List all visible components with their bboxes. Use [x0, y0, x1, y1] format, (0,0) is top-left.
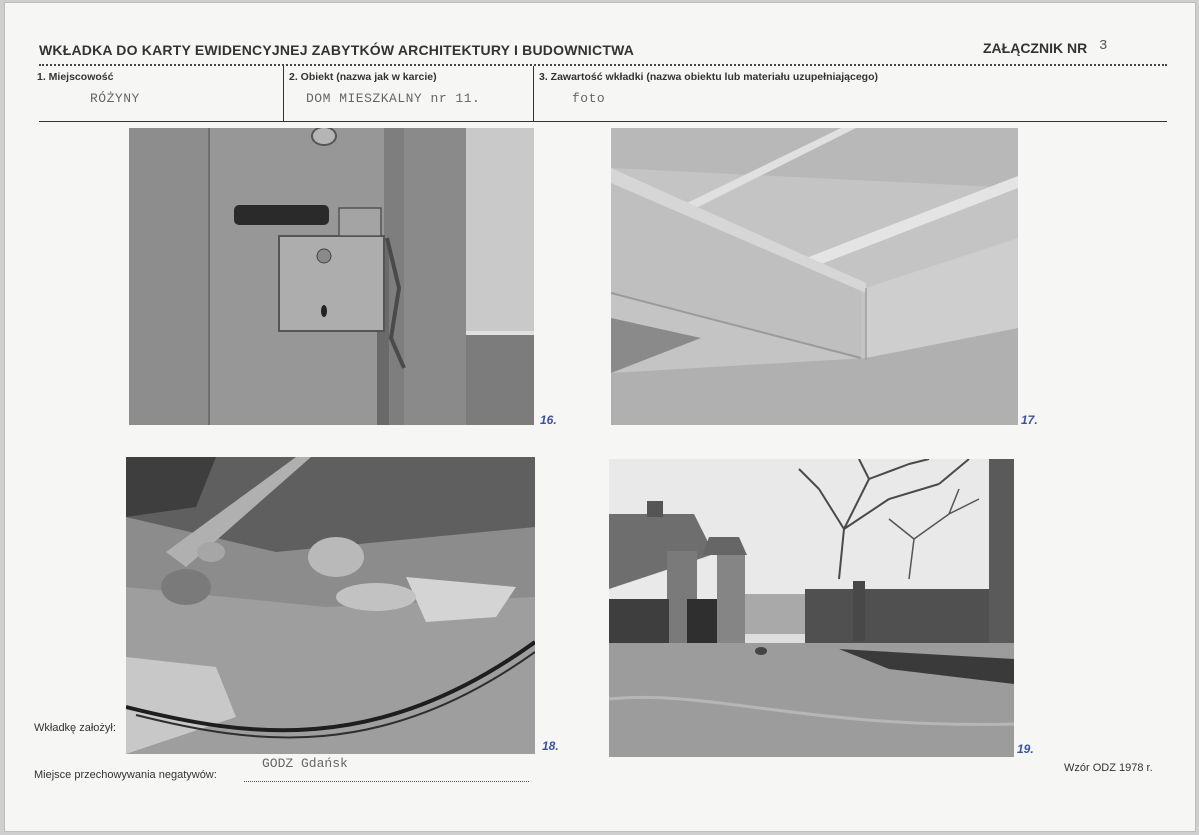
- header-rule-bottom: [39, 121, 1167, 122]
- field-label-object: 2. Obiekt (nazwa jak w karcie): [289, 71, 437, 83]
- header-rule-top: [39, 64, 1167, 66]
- form-version: Wzór ODZ 1978 r.: [1064, 762, 1153, 774]
- field-separator-2: [533, 66, 534, 121]
- attachment-number: 3: [1099, 38, 1108, 54]
- document-sheet: [4, 2, 1196, 832]
- field-label-contents: 3. Zawartość wkładki (nazwa obiektu lub materiału uzupełniającego): [539, 71, 878, 83]
- author-label: Wkładkę założył:: [34, 722, 116, 734]
- photo-ceiling-beams: [611, 128, 1018, 425]
- photo-number-19: 19.: [1017, 742, 1034, 756]
- photo-door-lock: [129, 128, 534, 425]
- negatives-label: Miejsce przechowywania negatywów:: [34, 769, 217, 781]
- photo-farmyard-gate: [609, 459, 1014, 757]
- negatives-location: GODZ Gdańsk: [262, 756, 348, 771]
- photo-number-18: 18.: [542, 739, 559, 753]
- attachment-label: ZAŁĄCZNIK NR: [983, 40, 1088, 56]
- field-label-locality: 1. Miejscowość: [37, 71, 114, 83]
- document-title: WKŁADKA DO KARTY EWIDENCYJNEJ ZABYTKÓW ARCHITEKTURY I BUDOWNICTWA: [39, 42, 635, 58]
- photo-rubble-floor: [126, 457, 535, 754]
- photo-number-17: 17.: [1021, 413, 1038, 427]
- field-value-contents: foto: [572, 91, 606, 106]
- field-separator-1: [283, 66, 284, 121]
- photo-number-16: 16.: [540, 413, 557, 427]
- field-value-locality: RÓŻYNY: [90, 91, 140, 106]
- field-value-object: DOM MIESZKALNY nr 11.: [306, 91, 481, 106]
- negatives-dotted-line: [244, 781, 529, 782]
